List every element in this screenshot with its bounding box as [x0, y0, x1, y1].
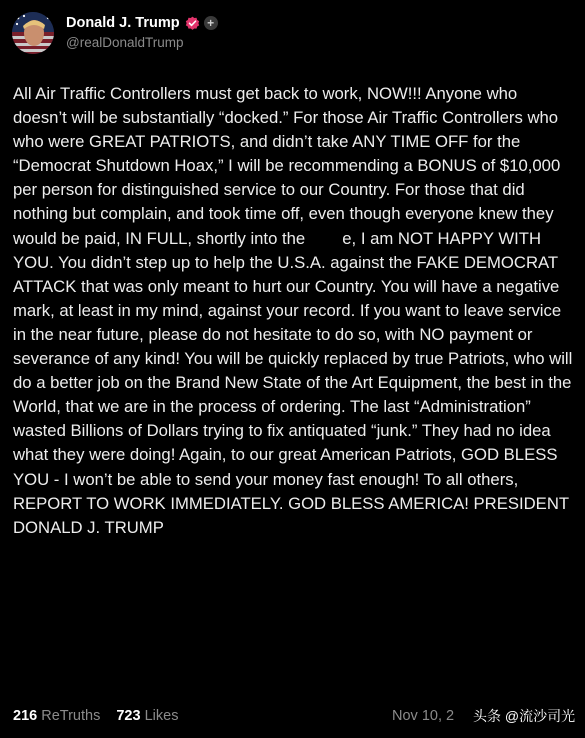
- author-name-row: [66, 14, 218, 32]
- retruths-stat[interactable]: [13, 708, 104, 724]
- post-header: [12, 12, 218, 54]
- author-identity: [66, 14, 218, 52]
- author-display-name[interactable]: Donald J. Trump: [66, 15, 180, 31]
- retruths-label: ReTruths: [41, 708, 101, 724]
- watermark: 头条 @流沙司光: [473, 708, 576, 724]
- avatar-image: [12, 12, 54, 54]
- retruths-count: 216: [13, 708, 38, 724]
- likes-count: 723: [116, 708, 141, 724]
- likes-stat[interactable]: [116, 708, 178, 724]
- post-timestamp[interactable]: Nov 10, 2: [392, 708, 455, 724]
- verified-badge-icon: [185, 16, 200, 31]
- likes-label: Likes: [144, 708, 179, 724]
- add-icon[interactable]: +: [204, 16, 218, 30]
- post-body-text: All Air Traffic Controllers must get back to work, NOW!!! Anyone who doesn’t will be substantially “docked.” For those Air Traffic Controllers who who were GREAT PATRIOTS, and didn’t take ANY TIME OFF for the “Democrat Shutdown Hoax,” I will be recommending a BONUS of $10,000 per person for distinguished service to our Country. For those that did nothing but complain, and took time off, even though everyone knew they would be paid, IN FULL, shortly into the e, I am NOT HAPPY WITH YOU. You didn’t step up to help the U.S.A. against the FAKE DEMOCRAT ATTACK that was only meant to hurt our Country. You will have a negative mark, at least in my mind, against your record. If you want to leave service in the near future, please do not hesitate to do so, with NO payment or severance of any kind! You will be quickly replaced by true Patriots, who will do a better job on the Brand New State of the Art Equipment, the best in the World, that we are in the process of ordering. The last “Administration” wasted Billions of Dollars trying to fix antiquated “junk.” They had no idea what they were doing! Again, to our great American Patriots, GOD BLESS YOU - I won’t be able to send your money fast enough! To all others, REPORT TO WORK IMMEDIATELY. GOD BLESS AMERICA! PRESIDENT DONALD J. TRUMP: [13, 84, 577, 537]
- user-avatar[interactable]: [12, 12, 54, 54]
- post-footer: [13, 705, 585, 727]
- author-handle[interactable]: @realDonaldTrump: [66, 35, 184, 50]
